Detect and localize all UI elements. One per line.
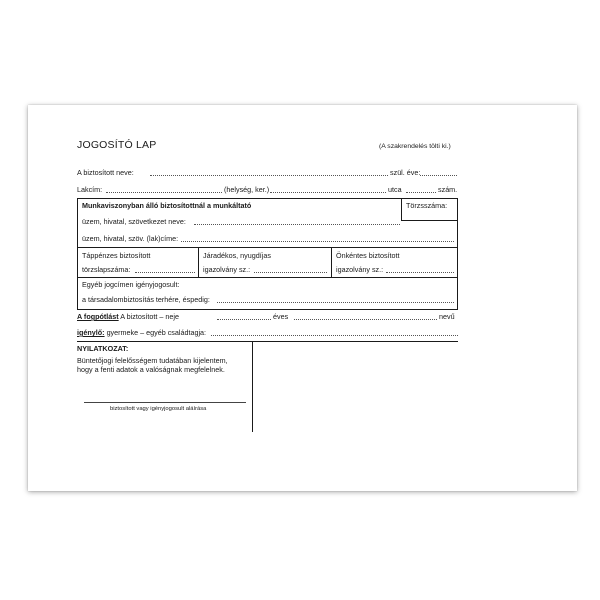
- workplace-address-field[interactable]: [181, 241, 454, 242]
- social-insurance-field[interactable]: [217, 302, 454, 303]
- signature-line[interactable]: [84, 402, 246, 403]
- sick-pay-title: Táppénzes biztosított: [82, 251, 151, 260]
- sick-pay-field[interactable]: [135, 272, 195, 273]
- birth-year-label: szül. éve:: [390, 168, 421, 177]
- form-title: JOGOSÍTÓ LAP: [77, 139, 157, 151]
- dental-rest: A biztosított – neje: [120, 312, 180, 321]
- claimant-rest: gyermeke – egyéb családtagja:: [106, 328, 207, 337]
- claimant-field[interactable]: [211, 335, 458, 336]
- col-divider-1: [198, 247, 199, 277]
- voluntary-field[interactable]: [386, 272, 454, 273]
- voluntary-field-label: igazolvány sz.:: [336, 265, 384, 274]
- spouse-field[interactable]: [217, 319, 271, 320]
- social-insurance-label: a társadalombiztosítás terhére, éspedig:: [82, 295, 210, 304]
- voluntary-title: Önkéntes biztosított: [336, 251, 400, 260]
- place-label: (helység, ker.): [224, 185, 270, 194]
- other-entitled-label: Egyéb jogcímen igényjogosult:: [82, 280, 180, 289]
- claimant-lead: igénylő:: [77, 328, 105, 337]
- declaration-line-1: Büntetőjogi felelősségem tudatában kijelentem,: [77, 356, 228, 365]
- address-label: Lakcím:: [77, 185, 103, 194]
- declaration-title: NYILATKOZAT:: [77, 344, 129, 353]
- dental-lead: A fogpótlást: [77, 312, 119, 321]
- form-sheet: [28, 105, 577, 491]
- employer-header: Munkaviszonyban álló biztosítottnál a munkáltató: [82, 201, 252, 210]
- insured-name-label: A biztosított neve:: [77, 168, 134, 177]
- birth-year-field[interactable]: [420, 175, 457, 176]
- declaration-divider: [252, 341, 253, 432]
- sick-pay-field-label: törzslapszáma:: [82, 265, 131, 274]
- signature-label: biztosított vagy igényjogosult aláírása: [110, 406, 207, 412]
- insured-name-field[interactable]: [150, 175, 388, 176]
- col-divider-2: [331, 247, 332, 277]
- name-suffix-label: nevű: [439, 312, 455, 321]
- declaration-line-2: hogy a fenti adatok a valóságnak megfelelnek.: [77, 365, 225, 374]
- dental-line: [77, 312, 179, 321]
- place-field[interactable]: [106, 192, 222, 193]
- registry-box-bottom: [401, 220, 458, 221]
- age-label: éves: [273, 312, 289, 321]
- registry-number-label: Törzsszáma:: [406, 201, 448, 210]
- workplace-name-field[interactable]: [194, 224, 400, 225]
- age-name-field[interactable]: [294, 319, 437, 320]
- pensioner-field[interactable]: [254, 272, 327, 273]
- row-divider-bottom: [77, 277, 458, 278]
- house-number-label: szám.: [438, 185, 458, 194]
- row-divider-top: [77, 247, 458, 248]
- pensioner-field-label: igazolvány sz.:: [203, 265, 251, 274]
- workplace-name-label: üzem, hivatal, szövetkezet neve:: [82, 217, 186, 226]
- declaration-top-line: [77, 341, 458, 342]
- street-field[interactable]: [270, 192, 386, 193]
- workplace-address-label: üzem, hivatal, szöv. (lak)címe:: [82, 234, 179, 243]
- clinic-note: (A szakrendelés tölti ki.): [379, 143, 451, 150]
- street-label: utca: [388, 185, 402, 194]
- claimant-line: [77, 328, 206, 337]
- registry-divider: [401, 198, 402, 220]
- house-number-field[interactable]: [406, 192, 436, 193]
- pensioner-title: Járadékos, nyugdíjas: [203, 251, 271, 260]
